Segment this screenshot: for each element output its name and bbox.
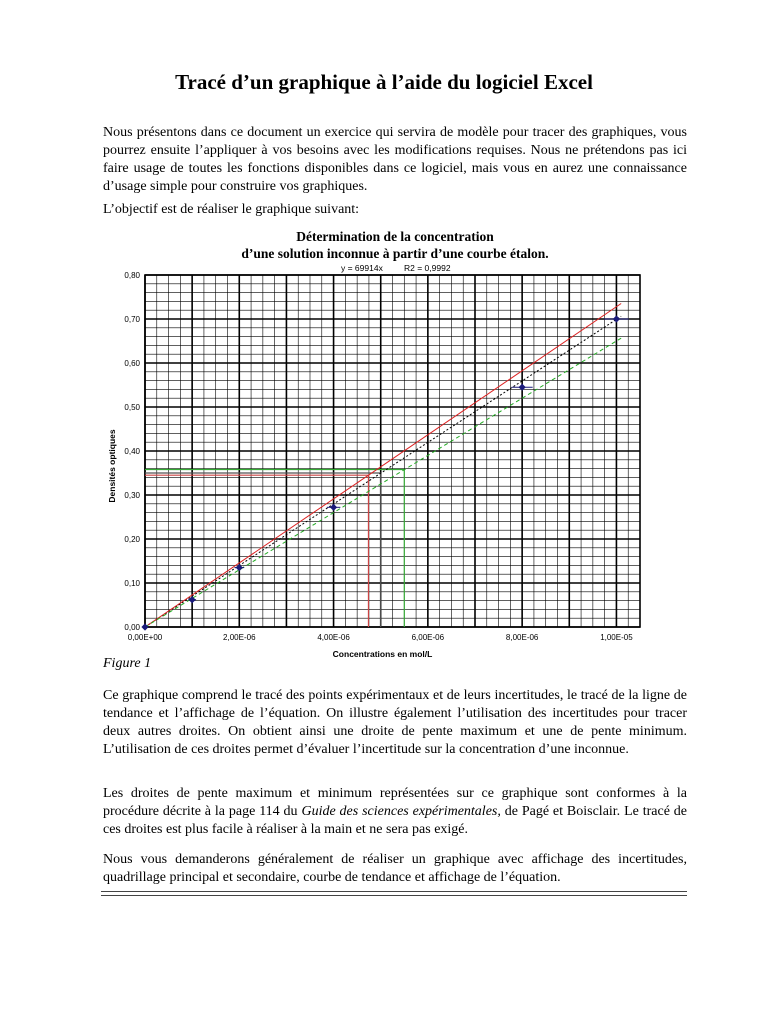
divider-top [101, 891, 687, 892]
paragraph-guide [103, 785, 687, 839]
x-tick-label: 0,00E+00 [127, 633, 163, 642]
major-grid [145, 275, 640, 627]
data-point [519, 384, 526, 391]
r-squared: R2 = 0,9992 [404, 263, 451, 273]
guide-text-start: Les droites de pente maximum et minimum représentées sur ce graphique sont conformes à la procédure décrite à la page 114 du [103, 786, 687, 819]
figure-caption: Figure 1 [103, 656, 152, 671]
paragraph-requirements: Nous vous demanderons généralement de réaliser un graphique avec affichage des incertitudes, quadrillage principal et secondaire, courbe de tendance et affichage de l’équation. [103, 852, 687, 885]
document-title: Tracé d’un graphique à l’aide du logiciel Excel [175, 70, 593, 94]
y-tick-label: 0,20 [124, 535, 140, 544]
y-tick-label: 0,30 [124, 491, 140, 500]
data-point [141, 623, 148, 630]
data-points [141, 315, 628, 630]
objective-paragraph: L’objectif est de réaliser le graphique suivant: [103, 202, 360, 217]
fit-lines [145, 303, 621, 627]
x-axis-label: Concentrations en mol/L [332, 649, 433, 659]
x-tick-label: 2,00E-06 [223, 633, 256, 642]
minor-grid [145, 275, 640, 627]
y-tick-label: 0,70 [124, 315, 140, 324]
fit-line [145, 316, 621, 627]
divider-bottom [101, 895, 687, 896]
guide-text-end: de Pagé et Boisclair. Le tracé de ces droites est plus facile à réaliser à la main et ne sera pas exigé. [103, 804, 687, 837]
guide-title: Guide des sciences expérimentales, [301, 804, 501, 819]
tick-labels [124, 271, 633, 642]
chart-title-line2: d’une solution inconnue à partir d’une courbe étalon. [241, 246, 549, 261]
plot-area-border [145, 275, 640, 627]
x-tick-label: 4,00E-06 [317, 633, 350, 642]
unknown-guides [145, 469, 404, 627]
x-tick-label: 1,00E-05 [600, 633, 633, 642]
fit-line [145, 303, 621, 627]
intro-paragraph: Nous présentons dans ce document un exercice qui servira de modèle pour tracer des graphiques, vous pourrez ensuite l’appliquer à vos besoins avec les modifications requises. Nous ne prétendons pas ici faire usage de toutes les fonctions disponibles dans ce logiciel, mais vous en aurez une connaissance d’usage simple pour construire vos graphiques. [103, 125, 687, 194]
y-tick-label: 0,00 [124, 623, 140, 632]
y-axis-label: Densités optiques [107, 429, 117, 503]
y-tick-label: 0,50 [124, 403, 140, 412]
data-point [613, 315, 620, 322]
fit-line [145, 338, 621, 627]
data-point [236, 564, 243, 571]
y-tick-label: 0,10 [124, 579, 140, 588]
trend-equation: y = 69914x [341, 263, 383, 273]
y-tick-label: 0,40 [124, 447, 140, 456]
x-tick-label: 6,00E-06 [411, 633, 445, 642]
data-point [330, 504, 337, 511]
data-point [189, 596, 196, 603]
chart-title-line1: Détermination de la concentration [296, 229, 494, 244]
y-tick-label: 0,80 [124, 271, 140, 280]
x-tick-label: 8,00E-06 [505, 633, 539, 642]
y-tick-label: 0,60 [124, 359, 140, 368]
paragraph-description: Ce graphique comprend le tracé des points expérimentaux et de leurs incertitudes, le tracé de la ligne de tendance et l’affichage de l’équation. On illustre également l’utilisation des incertitudes pour tracer deux autres droites. On obtient ainsi une droite de pente maximum et une de pente minimum. L’utilisation de ces droites permet d’évaluer l’incertitude sur la concentration d’une inconnue. [103, 688, 687, 757]
